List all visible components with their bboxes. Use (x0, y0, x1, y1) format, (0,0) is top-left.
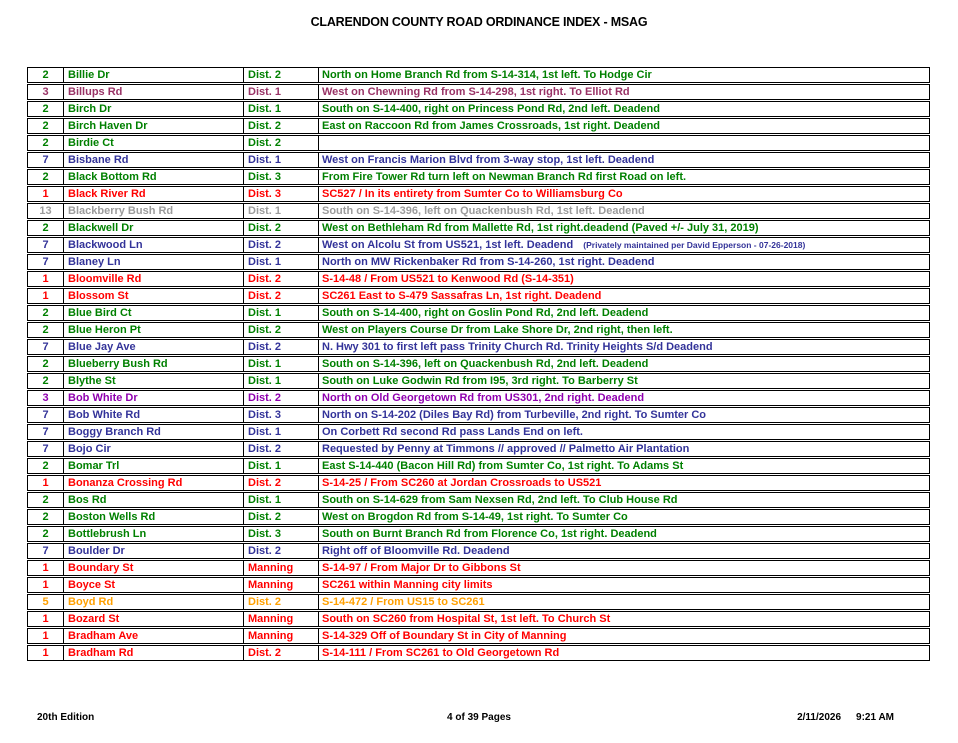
road-description-cell (319, 595, 929, 609)
table-row (27, 288, 930, 304)
road-district-cell: Dist. 2 (244, 272, 319, 286)
road-district-cell: Dist. 3 (244, 170, 319, 184)
road-count-cell: 2 (28, 459, 64, 473)
road-description-cell (319, 68, 929, 82)
road-description-note: (Privately maintained per David Epperson - 07-26-2018) (583, 240, 806, 250)
road-district-cell: Dist. 2 (244, 221, 319, 235)
road-count-cell: 7 (28, 153, 64, 167)
table-row (27, 169, 930, 185)
road-description-cell (319, 425, 929, 439)
road-district-cell: Manning (244, 578, 319, 592)
road-description-text: SC261 within Manning city limits (322, 579, 493, 591)
road-count-cell: 1 (28, 561, 64, 575)
road-count-cell: 2 (28, 119, 64, 133)
road-description-text: East on Raccoon Rd from James Crossroads, 1st right. Deadend (322, 120, 661, 132)
road-name-cell: Black Bottom Rd (64, 170, 244, 184)
road-name-cell: Blue Heron Pt (64, 323, 244, 337)
table-row (27, 441, 930, 457)
road-description-text: South on S-14-400, right on Princess Pond Rd, 2nd left. Deadend (322, 103, 660, 115)
road-name-cell: Blackwood Ln (64, 238, 244, 252)
road-description-cell (319, 85, 929, 99)
road-name-cell: Bisbane Rd (64, 153, 244, 167)
road-count-cell: 1 (28, 187, 64, 201)
road-district-cell: Dist. 1 (244, 153, 319, 167)
road-name-cell: Blossom St (64, 289, 244, 303)
road-count-cell: 13 (28, 204, 64, 218)
road-district-cell: Dist. 2 (244, 136, 319, 150)
table-row (27, 543, 930, 559)
road-name-cell: Blue Jay Ave (64, 340, 244, 354)
road-name-cell: Bloomville Rd (64, 272, 244, 286)
road-count-cell: 7 (28, 340, 64, 354)
road-description-cell (319, 493, 929, 507)
road-description-text: South on SC260 from Hospital St, 1st left. To Church St (322, 613, 611, 625)
road-count-cell: 5 (28, 595, 64, 609)
road-count-cell: 1 (28, 578, 64, 592)
road-name-cell: Blue Bird Ct (64, 306, 244, 320)
road-name-cell: Bradham Ave (64, 629, 244, 643)
road-district-cell: Dist. 2 (244, 646, 319, 660)
road-description-cell (319, 221, 929, 235)
road-description-cell (319, 646, 929, 660)
road-description-cell (319, 374, 929, 388)
table-row (27, 152, 930, 168)
road-name-cell: Black River Rd (64, 187, 244, 201)
road-description-text: East S-14-440 (Bacon Hill Rd) from Sumter Co, 1st right. To Adams St (322, 460, 684, 472)
road-district-cell: Dist. 1 (244, 306, 319, 320)
road-description-cell (319, 136, 929, 150)
road-name-cell: Bob White Dr (64, 391, 244, 405)
road-description-cell (319, 612, 929, 626)
road-district-cell: Dist. 3 (244, 527, 319, 541)
road-district-cell: Dist. 1 (244, 357, 319, 371)
road-district-cell: Manning (244, 629, 319, 643)
road-description-text: S-14-329 Off of Boundary St in City of Manning (322, 630, 567, 642)
road-district-cell: Dist. 2 (244, 544, 319, 558)
table-row (27, 458, 930, 474)
road-description-cell (319, 102, 929, 116)
road-district-cell: Dist. 1 (244, 374, 319, 388)
road-description-cell (319, 323, 929, 337)
road-count-cell: 2 (28, 510, 64, 524)
road-name-cell: Billie Dr (64, 68, 244, 82)
road-description-cell (319, 442, 929, 456)
table-row (27, 577, 930, 593)
road-district-cell: Dist. 1 (244, 204, 319, 218)
table-row (27, 254, 930, 270)
road-district-cell: Dist. 2 (244, 340, 319, 354)
road-count-cell: 2 (28, 136, 64, 150)
road-description-text: N. Hwy 301 to first left pass Trinity Church Rd. Trinity Heights S/d Deadend (322, 341, 713, 353)
road-name-cell: Boyce St (64, 578, 244, 592)
road-description-text: North on MW Rickenbaker Rd from S-14-260, 1st right. Deadend (322, 256, 655, 268)
road-count-cell: 7 (28, 255, 64, 269)
road-description-cell (319, 459, 929, 473)
road-name-cell: Blackberry Bush Rd (64, 204, 244, 218)
table-row (27, 84, 930, 100)
road-count-cell: 1 (28, 612, 64, 626)
road-name-cell: Birch Haven Dr (64, 119, 244, 133)
table-row (27, 101, 930, 117)
table-row (27, 203, 930, 219)
road-description-text: S-14-97 / From Major Dr to Gibbons St (322, 562, 521, 574)
road-description-text: South on Burnt Branch Rd from Florence Co, 1st right. Deadend (322, 528, 657, 540)
road-name-cell: Bojo Cir (64, 442, 244, 456)
road-description-cell (319, 578, 929, 592)
road-description-cell (319, 153, 929, 167)
table-row (27, 305, 930, 321)
table-row (27, 475, 930, 491)
road-count-cell: 2 (28, 102, 64, 116)
road-description-text: Requested by Penny at Timmons // approved // Palmetto Air Plantation (322, 443, 690, 455)
page-footer (0, 712, 958, 726)
road-description-cell (319, 476, 929, 490)
road-name-cell: Blaney Ln (64, 255, 244, 269)
road-name-cell: Boulder Dr (64, 544, 244, 558)
road-name-cell: Blackwell Dr (64, 221, 244, 235)
table-row (27, 594, 930, 610)
table-row (27, 645, 930, 661)
road-description-cell (319, 289, 929, 303)
road-description-cell (319, 629, 929, 643)
page-number-label: 4 of 39 Pages (447, 712, 511, 723)
road-count-cell: 7 (28, 238, 64, 252)
road-description-text: S-14-111 / From SC261 to Old Georgetown Rd (322, 647, 560, 659)
road-district-cell: Dist. 2 (244, 391, 319, 405)
table-row (27, 526, 930, 542)
road-district-cell: Dist. 2 (244, 510, 319, 524)
road-district-cell: Dist. 2 (244, 119, 319, 133)
road-description-text: SC527 / In its entirety from Sumter Co to Williamsburg Co (322, 188, 623, 200)
road-district-cell: Dist. 1 (244, 102, 319, 116)
road-description-cell (319, 204, 929, 218)
road-description-cell (319, 510, 929, 524)
road-name-cell: Bradham Rd (64, 646, 244, 660)
road-description-cell (319, 187, 929, 201)
time-label: 9:21 AM (856, 712, 894, 723)
road-description-text: South on S-14-629 from Sam Nexsen Rd, 2nd left. To Club House Rd (322, 494, 678, 506)
road-name-cell: Blueberry Bush Rd (64, 357, 244, 371)
road-description-cell (319, 255, 929, 269)
road-count-cell: 7 (28, 442, 64, 456)
road-district-cell: Dist. 2 (244, 68, 319, 82)
road-description-text: West on Alcolu St from US521, 1st left. Deadend (322, 239, 574, 251)
road-count-cell: 3 (28, 85, 64, 99)
road-district-cell: Dist. 3 (244, 187, 319, 201)
page-title: CLARENDON COUNTY ROAD ORDINANCE INDEX - MSAG (310, 15, 648, 29)
road-district-cell: Dist. 1 (244, 85, 319, 99)
road-description-text: South on S-14-396, left on Quackenbush Rd, 1st left. Deadend (322, 205, 645, 217)
road-description-text: SC261 East to S-479 Sassafras Ln, 1st right. Deadend (322, 290, 602, 302)
road-description-cell (319, 272, 929, 286)
road-count-cell: 7 (28, 425, 64, 439)
road-description-cell (319, 544, 929, 558)
table-row (27, 135, 930, 151)
road-district-cell: Dist. 2 (244, 238, 319, 252)
road-count-cell: 2 (28, 374, 64, 388)
road-name-cell: Bottlebrush Ln (64, 527, 244, 541)
table-row (27, 373, 930, 389)
road-count-cell: 2 (28, 170, 64, 184)
table-row (27, 237, 930, 253)
road-description-text: South on S-14-396, left on Quackenbush Rd, 2nd left. Deadend (322, 358, 649, 370)
road-count-cell: 2 (28, 357, 64, 371)
road-name-cell: Bos Rd (64, 493, 244, 507)
road-count-cell: 7 (28, 408, 64, 422)
road-description-cell (319, 340, 929, 354)
road-district-cell: Manning (244, 612, 319, 626)
road-count-cell: 2 (28, 527, 64, 541)
road-description-text: West on Brogdon Rd from S-14-49, 1st right. To Sumter Co (322, 511, 628, 523)
date-label: 2/11/2026 (797, 712, 842, 723)
road-description-cell (319, 391, 929, 405)
road-district-cell: Dist. 2 (244, 323, 319, 337)
road-district-cell: Dist. 2 (244, 442, 319, 456)
road-district-cell: Dist. 1 (244, 459, 319, 473)
road-count-cell: 2 (28, 323, 64, 337)
table-row (27, 611, 930, 627)
road-district-cell: Dist. 3 (244, 408, 319, 422)
road-count-cell: 2 (28, 221, 64, 235)
road-description-text: West on Francis Marion Blvd from 3-way stop, 1st left. Deadend (322, 154, 655, 166)
road-description-cell (319, 119, 929, 133)
road-district-cell: Dist. 1 (244, 255, 319, 269)
table-row (27, 628, 930, 644)
road-district-cell: Dist. 2 (244, 476, 319, 490)
road-description-text: West on Players Course Dr from Lake Shore Dr, 2nd right, then left. (322, 324, 673, 336)
road-description-text: North on S-14-202 (Diles Bay Rd) from Turbeville, 2nd right. To Sumter Co (322, 409, 707, 421)
road-count-cell: 2 (28, 306, 64, 320)
road-description-text: West on Chewning Rd from S-14-298, 1st right. To Elliot Rd (322, 86, 630, 98)
table-row (27, 424, 930, 440)
road-district-cell: Dist. 2 (244, 595, 319, 609)
road-name-cell: Blythe St (64, 374, 244, 388)
table-row (27, 186, 930, 202)
road-description-text: S-14-472 / From US15 to SC261 (322, 596, 485, 608)
footer-datetime (797, 712, 894, 723)
road-description-text: On Corbett Rd second Rd pass Lands End on left. (322, 426, 583, 438)
road-description-cell (319, 238, 929, 252)
table-row (27, 407, 930, 423)
road-description-text: From Fire Tower Rd turn left on Newman Branch Rd first Road on left. (322, 171, 687, 183)
road-description-cell (319, 306, 929, 320)
road-name-cell: Boggy Branch Rd (64, 425, 244, 439)
table-row (27, 271, 930, 287)
road-description-text: North on Old Georgetown Rd from US301, 2nd right. Deadend (322, 392, 645, 404)
road-count-cell: 2 (28, 493, 64, 507)
road-description-text: S-14-48 / From US521 to Kenwood Rd (S-14-351) (322, 273, 574, 285)
table-row (27, 560, 930, 576)
road-district-cell: Dist. 1 (244, 493, 319, 507)
road-count-cell: 2 (28, 68, 64, 82)
road-description-text: North on Home Branch Rd from S-14-314, 1st left. To Hodge Cir (322, 69, 652, 81)
road-count-cell: 1 (28, 476, 64, 490)
road-description-text: South on Luke Godwin Rd from I95, 3rd right. To Barberry St (322, 375, 638, 387)
road-description-cell (319, 408, 929, 422)
road-name-cell: Birdie Ct (64, 136, 244, 150)
table-row (27, 339, 930, 355)
road-count-cell: 1 (28, 289, 64, 303)
table-row (27, 118, 930, 134)
road-name-cell: Billups Rd (64, 85, 244, 99)
road-description-text: West on Bethleham Rd from Mallette Rd, 1st right.deadend (Paved +/- July 31, 2019) (322, 222, 759, 234)
road-description-text: South on S-14-400, right on Goslin Pond Rd, 2nd left. Deadend (322, 307, 649, 319)
road-description-cell (319, 527, 929, 541)
road-district-cell: Dist. 1 (244, 425, 319, 439)
road-description-cell (319, 561, 929, 575)
table-row (27, 356, 930, 372)
road-description-cell (319, 357, 929, 371)
road-name-cell: Bomar Trl (64, 459, 244, 473)
road-count-cell: 7 (28, 544, 64, 558)
road-ordinance-table (27, 67, 930, 662)
road-description-text: S-14-25 / From SC260 at Jordan Crossroads to US521 (322, 477, 602, 489)
edition-label: 20th Edition (37, 712, 95, 723)
road-count-cell: 1 (28, 646, 64, 660)
road-description-text: Right off of Bloomville Rd. Deadend (322, 545, 510, 557)
road-name-cell: Bonanza Crossing Rd (64, 476, 244, 490)
table-row (27, 390, 930, 406)
road-count-cell: 1 (28, 272, 64, 286)
road-count-cell: 3 (28, 391, 64, 405)
road-name-cell: Boyd Rd (64, 595, 244, 609)
table-row (27, 220, 930, 236)
road-name-cell: Bob White Rd (64, 408, 244, 422)
road-district-cell: Manning (244, 561, 319, 575)
table-row (27, 509, 930, 525)
table-row (27, 492, 930, 508)
road-name-cell: Boston Wells Rd (64, 510, 244, 524)
road-name-cell: Bozard St (64, 612, 244, 626)
road-name-cell: Birch Dr (64, 102, 244, 116)
road-district-cell: Dist. 2 (244, 289, 319, 303)
table-row (27, 67, 930, 83)
road-description-cell (319, 170, 929, 184)
table-row (27, 322, 930, 338)
road-count-cell: 1 (28, 629, 64, 643)
road-name-cell: Boundary St (64, 561, 244, 575)
